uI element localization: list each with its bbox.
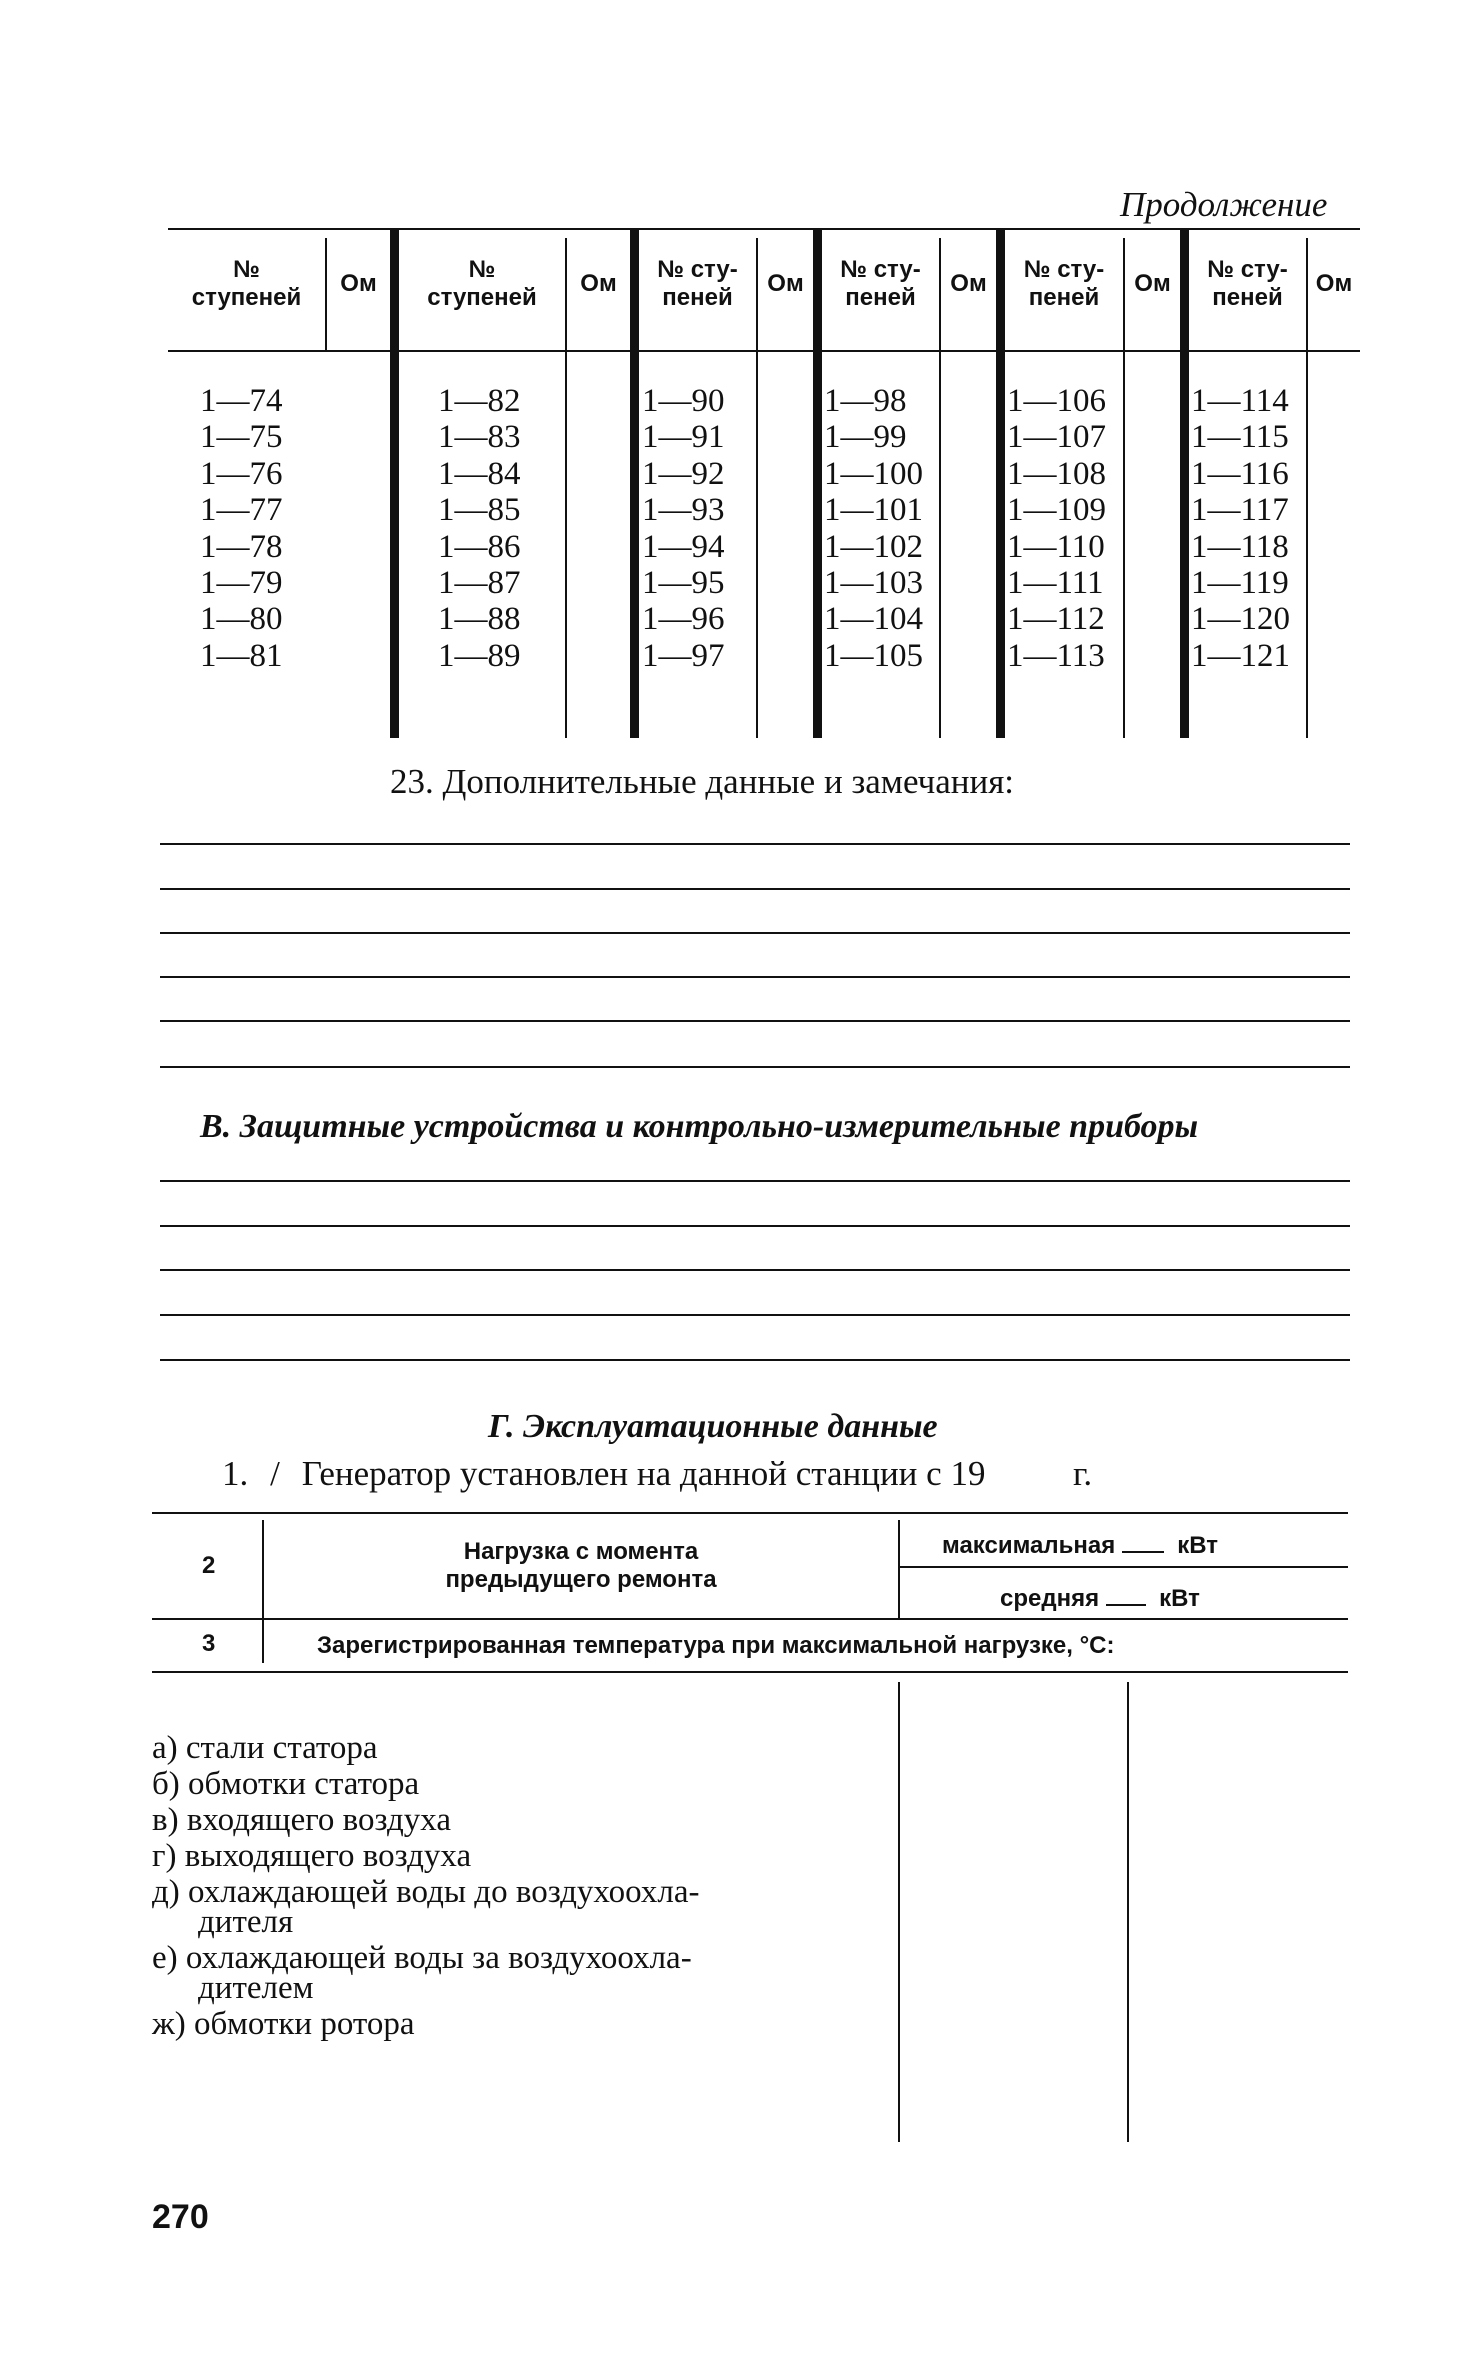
table-top-border xyxy=(152,1512,1348,1514)
blank-line xyxy=(160,1020,1350,1022)
page-number: 270 xyxy=(152,2198,209,2236)
step-column: 1—114 1—115 1—116 1—117 1—118 1—119 1—120 1—121 xyxy=(1191,383,1290,674)
row-border xyxy=(900,1566,1348,1568)
column-header-steps: № сту- пеней xyxy=(840,256,921,311)
col-divider xyxy=(1127,1682,1129,2142)
column-header-steps: № сту- пеней xyxy=(1023,256,1105,311)
step-resistance-table xyxy=(168,228,1360,738)
column-header-ohm: Ом xyxy=(580,270,617,297)
item-1-suffix: г. xyxy=(1072,1454,1093,1493)
blank-line xyxy=(160,1359,1350,1361)
column-header-steps: № ступеней xyxy=(427,256,537,311)
blank-line xyxy=(160,1269,1350,1271)
row-3-number: 3 xyxy=(202,1630,216,1657)
col-divider xyxy=(1123,238,1125,738)
col-divider xyxy=(996,228,1005,738)
col-divider xyxy=(565,238,567,738)
item-1-number: 1. xyxy=(222,1454,249,1493)
max-load-field: максимальная кВт xyxy=(942,1532,1219,1559)
list-item: б) обмотки статора xyxy=(152,1766,420,1802)
blank-line xyxy=(160,1180,1350,1182)
temperature-list xyxy=(152,1730,699,2042)
col-divider xyxy=(898,1520,900,1618)
list-item: д) охлаждающей воды до воздухоохла- xyxy=(152,1874,700,1910)
blank-line xyxy=(160,1314,1350,1316)
column-header-steps: № сту- пеней xyxy=(1207,256,1288,311)
column-header-ohm: Ом xyxy=(950,270,987,297)
list-item: в) входящего воздуха xyxy=(152,1802,451,1838)
col-divider xyxy=(390,228,399,738)
item-1-text: Генератор установлен на данной станции с 19 xyxy=(301,1454,986,1493)
item-1 xyxy=(222,1454,1092,1494)
col-divider xyxy=(898,1682,900,2142)
step-column: 1—98 1—99 1—100 1—101 1—102 1—103 1—104 1—105 xyxy=(824,383,923,674)
step-column: 1—82 1—83 1—84 1—85 1—86 1—87 1—88 1—89 xyxy=(438,383,521,674)
list-item: дителем xyxy=(198,1970,314,2006)
row-border xyxy=(152,1618,1348,1620)
blank-line xyxy=(160,976,1350,978)
column-header-ohm: Ом xyxy=(1315,270,1353,297)
notes-title: 23. Дополнительные данные и замечания: xyxy=(390,762,1015,801)
blank-line xyxy=(160,932,1350,934)
row-2-number: 2 xyxy=(202,1552,216,1579)
step-column: 1—90 1—91 1—92 1—93 1—94 1—95 1—96 1—97 xyxy=(642,383,725,674)
col-divider xyxy=(630,228,639,738)
list-item: г) выходящего воздуха xyxy=(152,1838,472,1874)
list-item: а) стали статора xyxy=(152,1730,378,1766)
list-item: е) охлаждающей воды за воздухоохла- xyxy=(152,1940,692,1976)
section-b-title: В. Защитные устройства и контрольно-измерительные приборы xyxy=(200,1108,1199,1145)
column-header-ohm: Ом xyxy=(1134,270,1171,297)
list-item: ж) обмотки ротора xyxy=(152,2006,415,2042)
col-divider xyxy=(939,238,941,738)
column-header-ohm: Ом xyxy=(767,270,804,297)
continuation-label: Продолжение xyxy=(1120,185,1328,224)
step-column: 1—106 1—107 1—108 1—109 1—110 1—111 1—112 1—113 xyxy=(1007,383,1106,674)
row-border xyxy=(152,1671,1348,1673)
col-divider xyxy=(1180,228,1189,738)
blank-line xyxy=(160,1225,1350,1227)
column-header-ohm: Ом xyxy=(340,270,377,297)
step-column: 1—74 1—75 1—76 1—77 1—78 1—79 1—80 1—81 xyxy=(200,383,283,674)
section-g-title: Г. Эксплуатационные данные xyxy=(488,1408,938,1445)
blank-line xyxy=(160,1066,1350,1068)
col-divider xyxy=(813,228,822,738)
col-divider xyxy=(756,238,758,738)
item-1-mark: / xyxy=(270,1454,280,1493)
row-3-label: Зарегистрированная температура при максимальной нагрузке, °С: xyxy=(317,1632,1115,1659)
average-load-field: средняя кВт xyxy=(1000,1585,1200,1612)
column-header-steps: № ступеней xyxy=(191,256,302,311)
list-item: дителя xyxy=(198,1904,294,1940)
row-2-label: Нагрузка с момента предыдущего ремонта xyxy=(445,1538,717,1593)
blank-line xyxy=(160,843,1350,845)
col-divider xyxy=(1306,238,1308,738)
column-header-steps: № сту- пеней xyxy=(657,256,738,311)
blank-line xyxy=(160,888,1350,890)
operation-table xyxy=(152,1512,1348,2152)
